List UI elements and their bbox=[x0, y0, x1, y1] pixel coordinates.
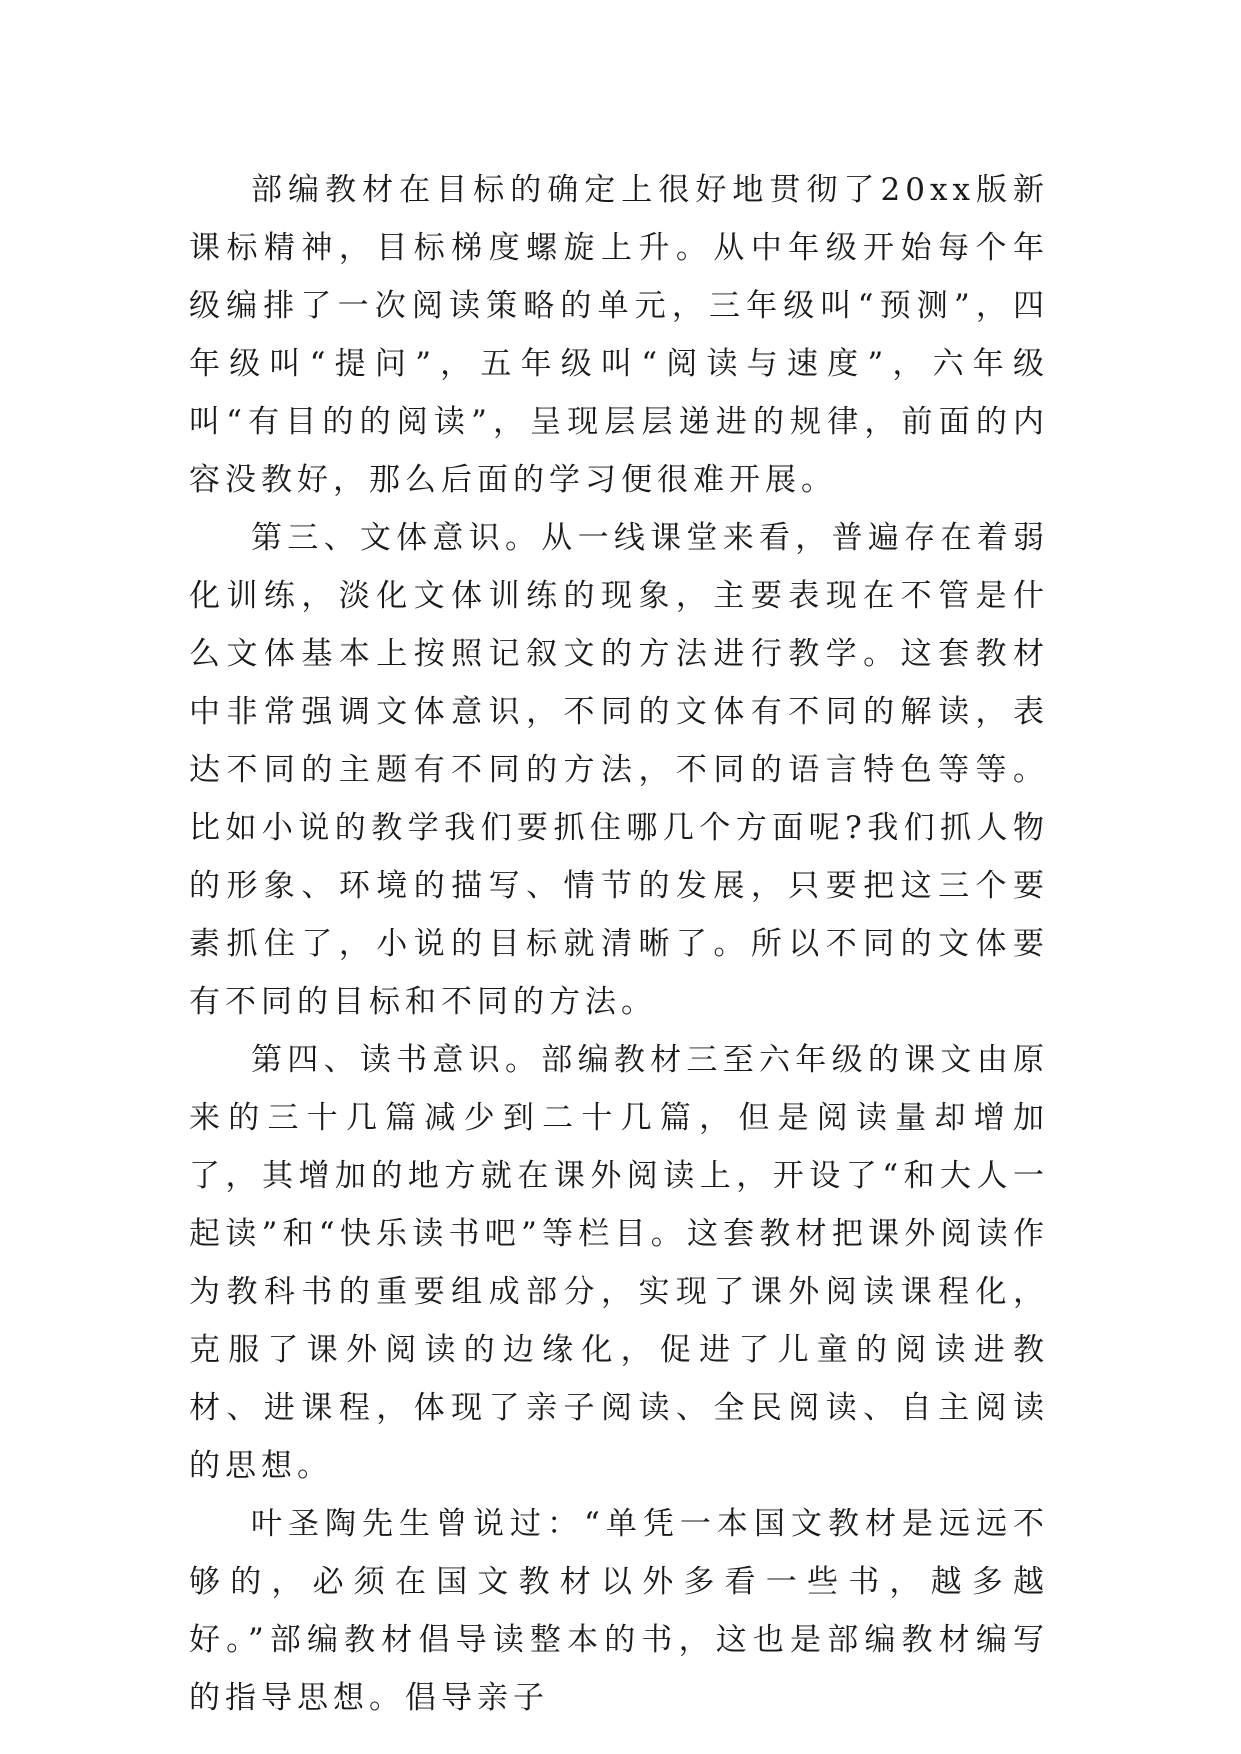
paragraph-ye-shengtao-quote: 叶圣陶先生曾说过：“单凭一本国文教材是远远不够的，必须在国文教材以外多看一些书，越多越好。”部编教材倡导读整本的书，这也是部编教材编写的指导思想。倡导亲子 bbox=[189, 1506, 1049, 1716]
paragraph-reading-strategy: 部编教材在目标的确定上很好地贯彻了20xx版新课标精神，目标梯度螺旋上升。从中年级开始每个年级编排了一次阅读策略的单元，三年级叫“预测”，四年级叫“提问”，五年级叫“阅读与速度”，六年级叫“有目的的阅读”，呈现层层递进的规律，前面的内容没教好，那么后面的学习便很难开展。 bbox=[189, 172, 1049, 498]
document-body bbox=[189, 161, 1049, 1727]
paragraph-reading-awareness: 第四、读书意识。部编教材三至六年级的课文由原来的三十几篇减少到二十几篇，但是阅读量却增加了，其增加的地方就在课外阅读上，开设了“和大人一起读”和“快乐读书吧”等栏目。这套教材把课外阅读作为教科书的重要组成部分，实现了课外阅读课程化，克服了课外阅读的边缘化，促进了儿童的阅读进教材、进课程，体现了亲子阅读、全民阅读、自主阅读的思想。 bbox=[189, 1042, 1049, 1484]
paragraph-genre-awareness: 第三、文体意识。从一线课堂来看，普遍存在着弱化训练，淡化文体训练的现象，主要表现在不管是什么文体基本上按照记叙文的方法进行教学。这套教材中非常强调文体意识，不同的文体有不同的解读，表达不同的主题有不同的方法，不同的语言特色等等。比如小说的教学我们要抓住哪几个方面呢?我们抓人物的形象、环境的描写、情节的发展，只要把这三个要素抓住了，小说的目标就清晰了。所以不同的文体要有不同的目标和不同的方法。 bbox=[189, 520, 1049, 1020]
